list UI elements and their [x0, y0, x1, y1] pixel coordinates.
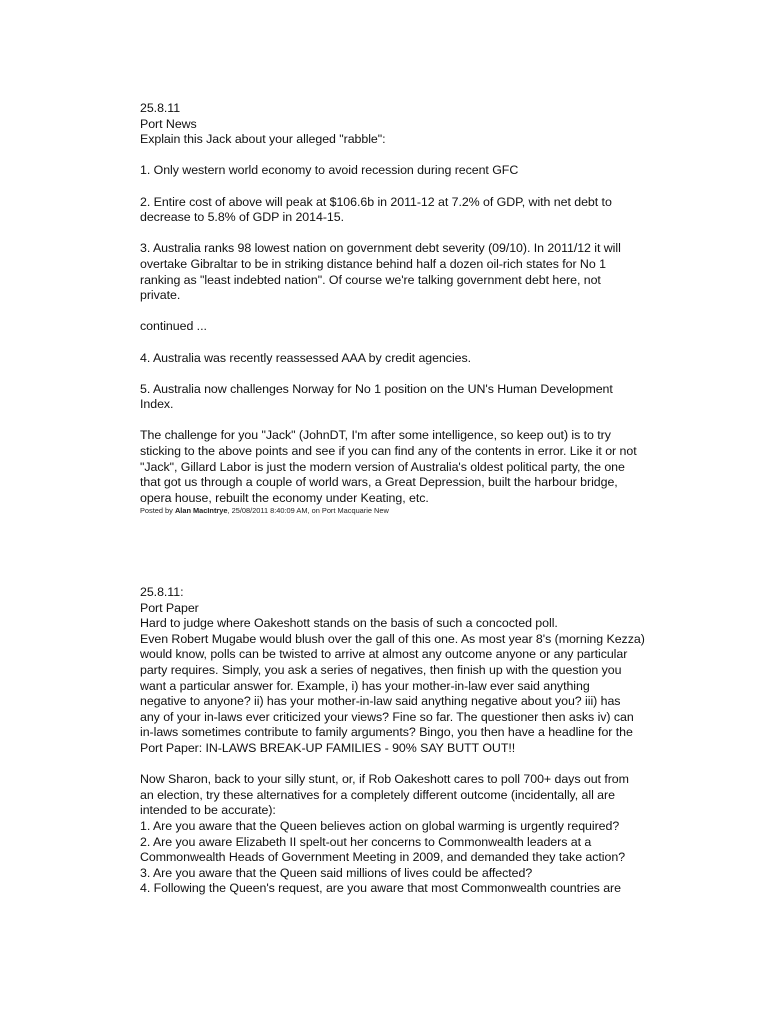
list-item-3-line: ranking as "least indebted nation". Of course we're talking government debt here, not — [140, 272, 601, 287]
list-item-5-line: 5. Australia now challenges Norway for No 1 position on the UN's Human Development — [140, 381, 613, 396]
list-item-4: 4. Australia was recently reassessed AAA by credit agencies. — [140, 350, 472, 365]
paragraph-line: Port Paper: IN-LAWS BREAK-UP FAMILIES - 90% SAY BUTT OUT!! — [140, 740, 516, 755]
question-2-line: Commonwealth Heads of Government Meeting in 2009, and demanded they take action? — [140, 850, 626, 865]
entry-date: 25.8.11: — [140, 585, 184, 599]
paragraph-line: in-laws sometimes contribute to family arguments? Bingo, you then have a headline for the — [140, 725, 633, 740]
list-item-3-line: overtake Gibraltar to be in striking distance behind half a dozen oil-rich states for No 1 — [140, 256, 606, 271]
closing-line: "Jack", Gillard Labor is just the modern version of Australia's oldest political party, the one — [140, 459, 625, 474]
paragraph-line: an election, try these alternatives for a completely different outcome (incidentally, all are — [140, 787, 615, 802]
list-item-2-line: 2. Entire cost of above will peak at $106.6b in 2011-12 at 7.2% of GDP, with net debt to — [140, 194, 612, 209]
paragraph-line: any of your in-laws ever criticized your views? Fine so far. The questioner then asks iv) can — [140, 709, 634, 724]
closing-line: opera house, rebuilt the economy under Keating, etc. — [140, 490, 429, 505]
paragraph-line: Even Robert Mugabe would blush over the gall of this one. As most year 8's (morning Kezza) — [140, 631, 645, 646]
paragraph-line: intended to be accurate): — [140, 803, 276, 818]
list-item-1: 1. Only western world economy to avoid recession during recent GFC — [140, 163, 519, 178]
continued-note: continued ... — [140, 319, 207, 334]
list-item-5-line: Index. — [140, 397, 174, 412]
list-item-3-line: private. — [140, 288, 181, 303]
posted-by-meta: , 25/08/2011 8:40:09 AM, on Port Macquarie New — [227, 506, 389, 516]
list-item-3-line: 3. Australia ranks 98 lowest nation on government debt severity (09/10). In 2011/12 it will — [140, 241, 621, 256]
posted-by-prefix: Posted by — [140, 506, 173, 516]
entry-intro: Explain this Jack about your alleged "rabble": — [140, 132, 386, 147]
question-2-line: 2. Are you aware Elizabeth II spelt-out her concerns to Commonwealth leaders at a — [140, 834, 592, 849]
entry-port-news — [140, 101, 637, 516]
paragraph-line: negative to anyone? ii) has your mother-in-law said anything negative about you? iii) has — [140, 694, 621, 709]
question-3: 3. Are you aware that the Queen said millions of lives could be affected? — [140, 865, 533, 880]
closing-line: sticking to the above points and see if you can find any of the contents in error. Like it or not — [140, 444, 637, 459]
paragraph-line: party requires. Simply, you ask a series of negatives, then finish up with the question you — [140, 662, 622, 677]
list-item-2-line: decrease to 5.8% of GDP in 2014-15. — [140, 210, 344, 225]
entry-date: 25.8.11 — [140, 101, 181, 115]
paragraph-line: want a particular answer for. Example, i) has your mother-in-law ever said anything — [140, 678, 590, 693]
entry-source: Port News — [140, 116, 197, 131]
closing-line: The challenge for you "Jack" (JohnDT, I'm after some intelligence, so keep out) is to try — [140, 428, 611, 443]
paragraph-line: would know, polls can be twisted to arrive at almost any outcome anyone or any particular — [140, 647, 628, 662]
entry-source: Port Paper — [140, 600, 199, 615]
posted-by-line — [140, 506, 630, 516]
paragraph-line: Hard to judge where Oakeshott stands on the basis of such a concocted poll. — [140, 616, 558, 631]
entry-port-paper — [140, 585, 645, 897]
paragraph-line: Now Sharon, back to your silly stunt, or, if Rob Oakeshott cares to poll 700+ days out from — [140, 772, 629, 787]
question-1: 1. Are you aware that the Queen believes action on global warming is urgently required? — [140, 818, 620, 833]
posted-by-author: Alan MacIntrye — [174, 506, 228, 516]
closing-line: that got us through a couple of world wars, a Great Depression, built the harbour bridge, — [140, 475, 618, 490]
question-4: 4. Following the Queen's request, are you aware that most Commonwealth countries are — [140, 881, 621, 896]
